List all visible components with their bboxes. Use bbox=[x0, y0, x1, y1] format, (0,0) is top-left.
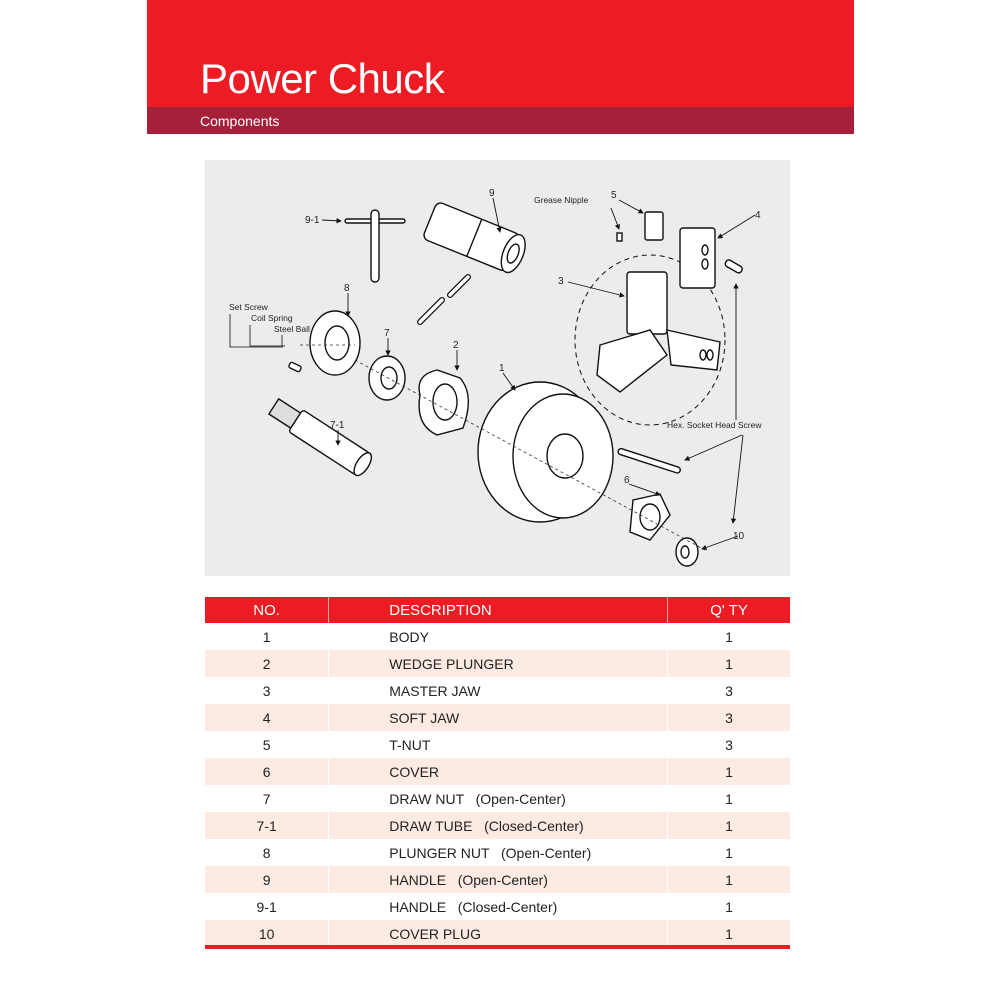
handle-socket-part bbox=[422, 201, 530, 276]
callout-9-1: 9-1 bbox=[305, 215, 320, 226]
header-no: NO. bbox=[205, 597, 329, 623]
table-row bbox=[205, 785, 790, 812]
master-jaw-part bbox=[597, 272, 720, 392]
page-title: Power Chuck bbox=[200, 55, 445, 102]
cell-qty: 1 bbox=[668, 650, 790, 677]
callout-7: 7 bbox=[384, 328, 390, 339]
cell-description: PLUNGER NUT (Open-Center) bbox=[329, 839, 668, 866]
chuck-body-part bbox=[478, 382, 613, 522]
plunger-nut-part bbox=[310, 311, 360, 375]
table-row bbox=[205, 731, 790, 758]
callout-4: 4 bbox=[755, 210, 761, 221]
cell-no: 9 bbox=[205, 866, 329, 893]
callout-8: 8 bbox=[344, 283, 350, 294]
cell-no: 4 bbox=[205, 704, 329, 731]
cell-qty: 1 bbox=[725, 898, 733, 915]
cell-qty: 1 bbox=[668, 812, 790, 839]
cell-no: 1 bbox=[205, 623, 329, 650]
cover-plug-part bbox=[676, 538, 698, 566]
cell-no: 7 bbox=[205, 785, 329, 812]
table-row bbox=[205, 866, 790, 893]
cell-no: 5 bbox=[205, 731, 329, 758]
cell-qty: 1 bbox=[668, 866, 790, 893]
callout-1: 1 bbox=[499, 363, 505, 374]
cell-qty: 1 bbox=[725, 844, 733, 861]
header-description: DESCRIPTION bbox=[329, 597, 668, 623]
label-set-screw: Set Screw bbox=[229, 302, 268, 312]
callout-7-1: 7-1 bbox=[330, 420, 345, 431]
t-nut-part bbox=[645, 212, 663, 240]
cell-description: DRAW TUBE (Closed-Center) bbox=[329, 812, 668, 839]
cell-qty: 1 bbox=[725, 628, 733, 645]
cell-description: WEDGE PLUNGER bbox=[329, 650, 668, 677]
cell-no: 8 bbox=[205, 839, 329, 866]
table-bottom-rule bbox=[205, 945, 790, 949]
callout-5: 5 bbox=[611, 190, 617, 201]
t-handle-part bbox=[345, 210, 405, 282]
cell-description: HANDLE (Closed-Center) bbox=[329, 893, 668, 920]
table-row bbox=[205, 650, 790, 677]
parts-table bbox=[205, 597, 790, 947]
exploded-diagram bbox=[205, 160, 790, 576]
callout-3: 3 bbox=[558, 276, 564, 287]
callout-9: 9 bbox=[489, 188, 495, 199]
grease-nipple-part bbox=[617, 233, 622, 241]
exploded-view-illustration bbox=[205, 160, 790, 576]
cell-qty: 1 bbox=[668, 758, 790, 785]
cell-description: BODY bbox=[329, 623, 668, 650]
table-row bbox=[205, 677, 790, 704]
cell-qty: 3 bbox=[668, 704, 790, 731]
callout-6: 6 bbox=[624, 475, 630, 486]
wedge-plunger-part bbox=[419, 370, 468, 435]
label-hex-socket-head-screw: Hex. Socket Head Screw bbox=[667, 420, 762, 430]
soft-jaw-part bbox=[680, 228, 715, 288]
cell-qty: 1 bbox=[725, 790, 733, 807]
cell-qty: 1 bbox=[668, 920, 790, 947]
page-subtitle: Components bbox=[200, 113, 280, 129]
cell-no: 10 bbox=[205, 920, 329, 947]
cell-description: T-NUT bbox=[329, 731, 668, 758]
table-row bbox=[205, 839, 790, 866]
table-row bbox=[205, 893, 790, 920]
header-qty: Q' TY bbox=[668, 597, 790, 623]
table-header-row bbox=[205, 597, 790, 623]
cell-description: COVER PLUG bbox=[329, 920, 668, 947]
label-grease-nipple: Grease Nipple bbox=[534, 195, 589, 205]
cell-no: 9-1 bbox=[205, 893, 329, 920]
cell-description: MASTER JAW bbox=[329, 677, 668, 704]
cell-description: HANDLE (Open-Center) bbox=[329, 866, 668, 893]
cell-description: DRAW NUT (Open-Center) bbox=[329, 785, 668, 812]
cell-no: 7-1 bbox=[205, 812, 329, 839]
cell-description: COVER bbox=[329, 758, 668, 785]
table-row bbox=[205, 920, 790, 947]
label-coil-spring: Coil Spring bbox=[251, 313, 293, 323]
table-row bbox=[205, 623, 790, 650]
table-row bbox=[205, 758, 790, 785]
callout-10: 10 bbox=[733, 531, 745, 542]
callout-2: 2 bbox=[453, 340, 459, 351]
cell-no: 3 bbox=[205, 677, 329, 704]
table-row bbox=[205, 812, 790, 839]
hex-screw-part bbox=[724, 259, 743, 274]
cover-part bbox=[630, 494, 670, 540]
cell-no: 6 bbox=[205, 758, 329, 785]
table-row bbox=[205, 704, 790, 731]
draw-tube-part bbox=[267, 396, 375, 479]
cell-qty: 3 bbox=[725, 682, 733, 699]
cell-qty: 3 bbox=[725, 736, 733, 753]
cell-no: 2 bbox=[205, 650, 329, 677]
cell-description: SOFT JAW bbox=[329, 704, 668, 731]
pins-part bbox=[420, 277, 468, 322]
draw-nut-part bbox=[369, 356, 405, 400]
label-steel-ball: Steel Ball bbox=[274, 324, 310, 334]
